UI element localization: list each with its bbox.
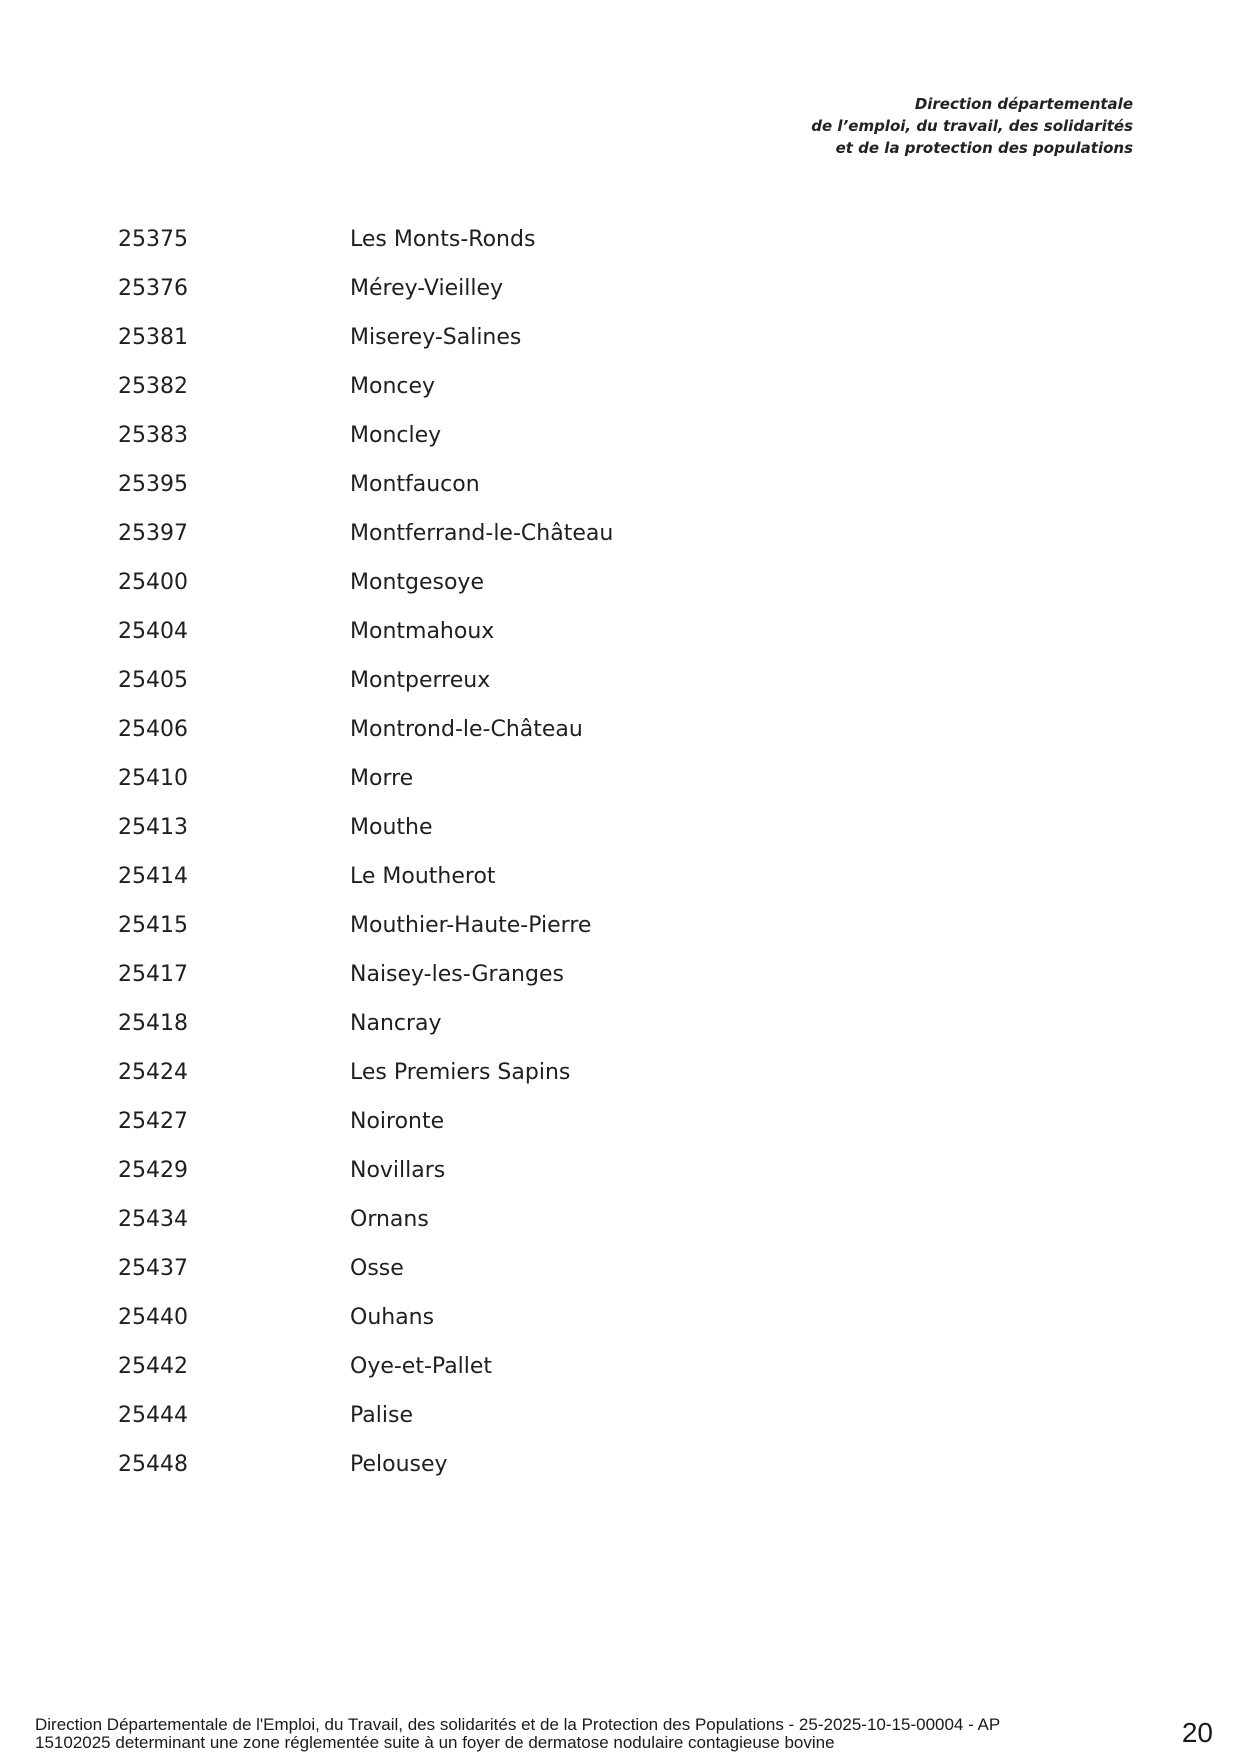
- commune-name: Morre: [350, 766, 414, 791]
- commune-name: Oye-et-Pallet: [350, 1354, 493, 1379]
- header-line-2: de l’emploi, du travail, des solidarités: [811, 117, 1133, 135]
- commune-code: 25418: [118, 1011, 188, 1036]
- commune-code: 25406: [118, 717, 188, 742]
- commune-code: 25382: [118, 374, 188, 399]
- list-item: [0, 1254, 1240, 1284]
- commune-code: 25434: [118, 1207, 188, 1232]
- commune-code: 25404: [118, 619, 188, 644]
- commune-code: 25415: [118, 913, 188, 938]
- commune-name: Les Premiers Sapins: [350, 1060, 571, 1085]
- page-header: [811, 93, 1133, 159]
- list-item: [0, 519, 1240, 549]
- commune-name: Palise: [350, 1403, 413, 1428]
- commune-name: Montferrand-le-Château: [350, 521, 614, 546]
- commune-name: Moncley: [350, 423, 442, 448]
- commune-code: 25440: [118, 1305, 188, 1330]
- list-item: [0, 813, 1240, 843]
- page-number: 20: [1181, 1717, 1213, 1748]
- list-item: [0, 960, 1240, 990]
- commune-name: Moncey: [350, 374, 436, 399]
- commune-code: 25448: [118, 1452, 188, 1477]
- commune-name: Osse: [350, 1256, 404, 1281]
- list-item: [0, 862, 1240, 892]
- commune-code: 25424: [118, 1060, 188, 1085]
- list-item: [0, 617, 1240, 647]
- commune-code: 25376: [118, 276, 188, 301]
- commune-name: Montmahoux: [350, 619, 495, 644]
- list-item: [0, 470, 1240, 500]
- commune-code: 25442: [118, 1354, 188, 1379]
- commune-name: Montrond-le-Château: [350, 717, 583, 742]
- footer-line-2: 15102025 determinant une zone réglementée suite à un foyer de dermatose nodulaire contagieuse bovine: [35, 1733, 835, 1752]
- list-item: [0, 911, 1240, 941]
- commune-code: 25429: [118, 1158, 188, 1183]
- commune-name: Noironte: [350, 1109, 445, 1134]
- header-line-1: Direction départementale: [914, 95, 1133, 113]
- list-item: [0, 372, 1240, 402]
- list-item: [0, 1205, 1240, 1235]
- list-item: [0, 1156, 1240, 1186]
- header-line-3: et de la protection des populations: [835, 139, 1133, 157]
- list-item: [0, 1058, 1240, 1088]
- commune-code: 25400: [118, 570, 188, 595]
- list-item: [0, 1450, 1240, 1480]
- commune-code: 25413: [118, 815, 188, 840]
- commune-name: Miserey-Salines: [350, 325, 522, 350]
- commune-name: Mérey-Vieilley: [350, 276, 504, 301]
- commune-code: 25381: [118, 325, 188, 350]
- commune-name: Mouthier-Haute-Pierre: [350, 913, 592, 938]
- commune-name: Ouhans: [350, 1305, 435, 1330]
- list-item: [0, 568, 1240, 598]
- commune-code: 25427: [118, 1109, 188, 1134]
- list-item: [0, 666, 1240, 696]
- commune-name: Novillars: [350, 1158, 446, 1183]
- page-footer: [35, 1716, 1075, 1752]
- list-item: [0, 1352, 1240, 1382]
- commune-name: Montperreux: [350, 668, 491, 693]
- commune-name: Nancray: [350, 1011, 442, 1036]
- commune-code: 25410: [118, 766, 188, 791]
- commune-name: Naisey-les-Granges: [350, 962, 564, 987]
- list-item: [0, 421, 1240, 451]
- commune-name: Le Moutherot: [350, 864, 496, 889]
- commune-name: Mouthe: [350, 815, 433, 840]
- commune-name: Pelousey: [350, 1452, 448, 1477]
- commune-name: Ornans: [350, 1207, 429, 1232]
- list-item: [0, 1009, 1240, 1039]
- commune-code: 25383: [118, 423, 188, 448]
- commune-code: 25417: [118, 962, 188, 987]
- commune-code: 25437: [118, 1256, 188, 1281]
- footer-line-1: Direction Départementale de l'Emploi, du Travail, des solidarités et de la Protection des Populations - 25-2025-10-15-00004 - AP: [35, 1715, 1001, 1734]
- commune-code: 25397: [118, 521, 188, 546]
- commune-name: Montfaucon: [350, 472, 480, 497]
- list-item: [0, 764, 1240, 794]
- commune-code: 25414: [118, 864, 188, 889]
- commune-code: 25444: [118, 1403, 188, 1428]
- list-item: [0, 1107, 1240, 1137]
- list-item: [0, 274, 1240, 304]
- commune-code: 25395: [118, 472, 188, 497]
- list-item: [0, 715, 1240, 745]
- list-item: [0, 225, 1240, 255]
- commune-code: 25405: [118, 668, 188, 693]
- list-item: [0, 1303, 1240, 1333]
- commune-name: Montgesoye: [350, 570, 484, 595]
- list-item: [0, 1401, 1240, 1431]
- commune-code: 25375: [118, 227, 188, 252]
- list-item: [0, 323, 1240, 353]
- commune-name: Les Monts-Ronds: [350, 227, 536, 252]
